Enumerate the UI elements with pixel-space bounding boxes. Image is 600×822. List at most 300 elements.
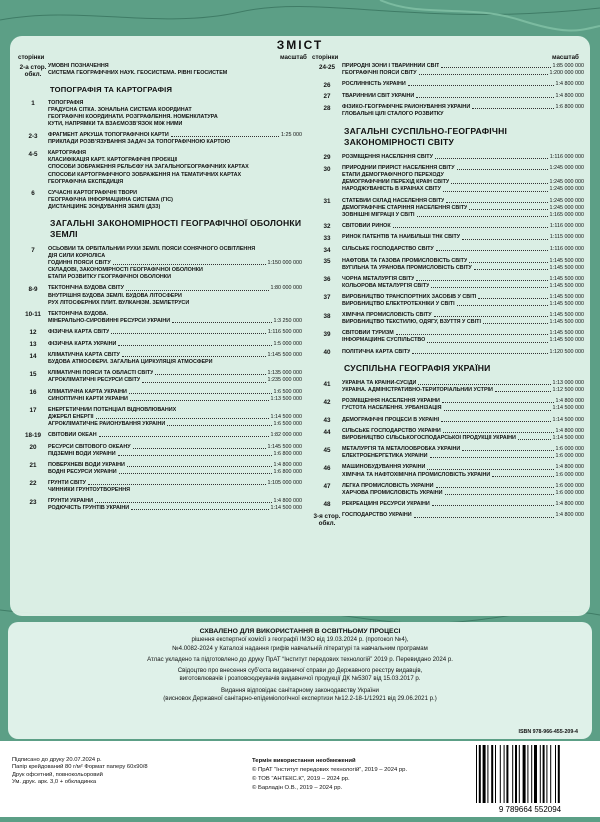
dot-leader xyxy=(130,396,269,401)
dot-leader xyxy=(418,380,550,385)
page-number: 26 xyxy=(323,81,331,89)
approval-block xyxy=(8,622,592,739)
entry-lines xyxy=(342,81,584,89)
page-number: 13 xyxy=(29,341,37,349)
map-scale: 1:6 000 000 xyxy=(555,453,584,460)
map-scale: 1:105 000 000 xyxy=(267,479,302,486)
entry-line xyxy=(342,387,584,394)
map-scale: 1:4 800 000 xyxy=(555,464,584,471)
entry-title: ЧОРНА МЕТАЛУРГІЯ СВІТУ xyxy=(342,275,415,282)
dot-leader xyxy=(518,435,551,440)
toc-entry xyxy=(312,446,584,460)
entry-line xyxy=(342,104,584,111)
entry-title: ГЕОГРАФІЧНІ ПОЯСИ СВІТУ xyxy=(342,70,417,77)
entry-line xyxy=(342,283,584,290)
barcode-bar xyxy=(540,745,541,803)
map-scale: 1:6 000 000 xyxy=(555,489,584,496)
entry-line xyxy=(48,300,302,307)
barcode-bar xyxy=(515,745,517,803)
dot-leader xyxy=(435,154,548,159)
entry-title: ФІЗИЧНА КАРТА УКРАЇНИ xyxy=(48,340,117,347)
map-scale: 1:14 500 000 xyxy=(552,435,584,442)
entry-title: ІНФОРМАЦІЙНЕ СУСПІЛЬСТВО xyxy=(342,337,426,344)
map-scale: 1:200 000 000 xyxy=(549,70,584,77)
toc-entry xyxy=(312,234,584,242)
page-number: 10-11 xyxy=(25,311,41,319)
page-number: 2-а стор. обкл. xyxy=(19,63,47,78)
dot-leader xyxy=(419,70,548,75)
entry-lines xyxy=(48,311,302,325)
approval-text: рішення експертної комісії з географії ІМЗО від 19.03.2024 р. (протокол №4), xyxy=(191,636,409,644)
entry-title: КЛІМАТИЧНІ ПОЯСИ ТА ОБЛАСТІ СВІТУ xyxy=(48,370,154,377)
barcode-bar xyxy=(543,745,545,803)
entry-title: ФІЗИЧНА КАРТА СВІТУ xyxy=(48,328,110,335)
dot-leader xyxy=(111,329,266,334)
entry-title: ЧИННИКИ ҐРУНТОУТВОРЕННЯ xyxy=(48,487,131,494)
page-number: 42 xyxy=(323,398,331,406)
entry-line xyxy=(342,93,584,100)
dot-leader xyxy=(414,512,554,517)
print-detail-line: Ум. друк. арк. 3,0 + обкладинка xyxy=(12,779,97,786)
entry-line xyxy=(342,428,584,435)
section-heading: ТОПОГРАФІЯ ТА КАРТОГРАФІЯ xyxy=(50,84,173,94)
print-details xyxy=(12,757,252,787)
entry-title: ЛЕГКА ПРОМИСЛОВІСТЬ УКРАЇНИ xyxy=(342,482,434,489)
dot-leader xyxy=(99,432,269,437)
entry-line xyxy=(48,63,302,70)
map-scale: 1:145 500 000 xyxy=(267,352,302,359)
page-number: 4-5 xyxy=(28,150,38,158)
map-scale: 1:14 500 000 xyxy=(270,505,302,512)
entry-line xyxy=(48,100,302,107)
dot-leader xyxy=(172,318,271,323)
toc-entry xyxy=(312,294,584,308)
entry-title: СКЛАДОВІ, ЗАКОНОМІРНОСТІ ГЕОГРАФІЧНОЇ ОБОЛОНКИ xyxy=(48,267,203,274)
barcode-bar xyxy=(512,745,513,803)
entry-lines xyxy=(342,104,584,118)
entry-line xyxy=(342,398,584,405)
entry-title: ЕТАПИ ДЕМОГРАФІЧНОГО ПЕРЕХОДУ xyxy=(342,172,444,179)
page-number: 48 xyxy=(323,501,331,509)
entry-title: ДІЯ СИЛИ КОРІОЛІСА xyxy=(48,253,106,260)
entry-title: ПРИРОДНІ ЗОНИ І ТВАРИННИЙ СВІТ xyxy=(342,63,440,69)
toc-entry xyxy=(312,501,584,509)
map-scale: 1:245 000 000 xyxy=(549,165,584,172)
entry-title: ГЕОГРАФІЧНА ЕКСПЕДИЦІЯ xyxy=(48,178,124,185)
entry-line xyxy=(48,267,302,274)
dot-leader xyxy=(462,234,548,239)
dot-leader xyxy=(443,428,554,433)
dot-leader xyxy=(442,398,554,403)
toc-entry xyxy=(312,223,584,231)
map-scale: 1:13 000 000 xyxy=(552,380,584,387)
entry-title: ГОСПОДАРСТВО УКРАЇНИ xyxy=(342,512,412,519)
dot-leader xyxy=(119,469,272,474)
usage-term: Термін використання необмежений xyxy=(252,758,356,764)
entry-line xyxy=(342,154,584,161)
entry-lines xyxy=(48,370,302,384)
entry-line xyxy=(48,190,302,197)
barcode-bar xyxy=(500,745,501,803)
map-scale: 1:245 000 000 xyxy=(549,179,584,186)
toc-entry xyxy=(312,154,584,162)
page-number: 35 xyxy=(323,258,331,266)
entry-title: КЛІМАТИЧНА КАРТА УКРАЇНИ xyxy=(48,388,127,395)
page-number: 12 xyxy=(29,329,37,337)
page-number: 41 xyxy=(323,380,331,388)
dot-leader xyxy=(457,301,548,306)
entry-line xyxy=(48,396,302,403)
toc-entry xyxy=(18,432,302,440)
prepared-text: Атлас укладено та підготовлено до друку ПрАТ “Інститут передових технологій” 2019 р. Перевидано 2024 р. xyxy=(147,655,453,663)
barcode-bar xyxy=(487,745,488,803)
entry-line xyxy=(48,377,302,384)
dot-leader xyxy=(129,389,272,394)
toc-entry xyxy=(18,100,302,128)
section-heading: СУСПІЛЬНА ГЕОГРАФІЯ УКРАЇНИ xyxy=(344,363,491,374)
entry-title: ХІМІЧНА ТА НАФТОХІМІЧНА ПРОМИСЛОВІСТЬ УКРАЇНИ xyxy=(342,471,491,478)
toc-entry xyxy=(18,311,302,325)
barcode-bar xyxy=(550,745,551,803)
entry-lines xyxy=(342,93,584,101)
entry-title: ПОЛІТИЧНА КАРТА СВІТУ xyxy=(342,348,411,355)
toc-entry xyxy=(312,428,584,442)
entry-line xyxy=(342,472,584,479)
entry-title: АГРОКЛІМАТИЧНЕ РАЙОНУВАННЯ УКРАЇНИ xyxy=(48,420,166,427)
map-scale: 1:145 500 000 xyxy=(549,330,584,337)
entry-line xyxy=(342,70,584,77)
entry-title: КУТИ, НАПРЯМКИ ТА ВЗАЄМОЗВ’ЯЗОК МІЖ НИМИ xyxy=(48,120,183,127)
map-scale: 1:116 000 000 xyxy=(549,246,584,252)
entry-lines xyxy=(342,223,584,231)
entry-title: РИНОК ПАТЕНТІВ ТА НАЙБІЛЬШІ ТНК СВІТУ xyxy=(342,234,461,241)
entry-title: СІЛЬСЬКЕ ГОСПОДАРСТВО СВІТУ xyxy=(342,246,434,252)
entry-title: РОДЮЧІСТЬ ҐРУНТІВ УКРАЇНИ xyxy=(48,505,130,512)
entry-title: АГРОКЛІМАТИЧНІ РЕСУРСИ СВІТУ xyxy=(48,377,141,384)
entry-line xyxy=(342,512,584,519)
map-scale: 1:6 000 000 xyxy=(555,482,584,489)
page-number: 47 xyxy=(323,483,331,491)
dot-leader xyxy=(478,294,547,299)
entry-line xyxy=(48,359,302,366)
dot-leader xyxy=(155,370,265,375)
map-scale: 1:116 500 000 xyxy=(267,328,302,335)
map-scale: 1:145 500 000 xyxy=(549,293,584,300)
dot-leader xyxy=(118,341,271,346)
entry-title: СВІТОВИЙ РИНОК xyxy=(342,222,391,229)
entry-title: ВИРОБНИЦТВО ТЕКСТИЛЮ, ОДЯГУ, ВЗУТТЯ У СВІТІ xyxy=(342,319,481,326)
entry-title: ТЕКТОНІЧНА БУДОВА СВІТУ xyxy=(48,285,124,292)
right-scale-header: масштаб xyxy=(552,54,579,61)
entry-title: СУЧАСНІ КАРТОГРАФІЧНІ ТВОРИ xyxy=(48,189,137,196)
page-number: 36 xyxy=(323,276,331,284)
entry-lines xyxy=(342,294,584,308)
entry-title: СПОСОБИ КАРТОГРАФІЧНОГО ЗОБРАЖЕННЯ НА ТЕМАТИЧНИХ КАРТАХ xyxy=(48,171,242,178)
entry-line xyxy=(342,63,584,70)
toc-entry xyxy=(312,349,584,357)
map-scale: 1:145 500 000 xyxy=(549,275,584,282)
barcode-bar xyxy=(476,745,477,803)
entry-line xyxy=(342,349,584,356)
left-pages-header: сторінки xyxy=(18,54,45,61)
toc-entry xyxy=(18,246,302,281)
entry-title: ТВАРИННИЙ СВІТ УКРАЇНИ xyxy=(342,92,415,99)
toc-entry xyxy=(18,285,302,306)
entry-title: ВУГІЛЬНА ТА УРАНОВА ПРОМИСЛОВІСТЬ СВІТУ xyxy=(342,264,472,271)
entry-line xyxy=(48,121,302,128)
entry-line xyxy=(48,150,302,157)
toc-entry xyxy=(18,407,302,428)
map-scale: 1:4 800 000 xyxy=(555,500,584,507)
entry-lines xyxy=(342,198,584,219)
entry-line xyxy=(48,311,302,318)
entry-lines xyxy=(48,462,302,476)
barcode-bar xyxy=(534,745,537,803)
dot-leader xyxy=(469,205,547,210)
map-scale: 1:165 000 000 xyxy=(549,211,584,218)
entry-line xyxy=(48,114,302,121)
contents-panel xyxy=(10,36,590,616)
entry-lines xyxy=(48,100,302,128)
toc-entry xyxy=(18,370,302,384)
entry-title: ҐРУНТИ СВІТУ xyxy=(48,479,86,486)
page-number: 43 xyxy=(323,417,331,424)
dot-leader xyxy=(417,212,548,217)
dot-leader xyxy=(483,319,548,324)
print-detail-line: Папір крейдований 80 г/м² Формат паперу 60х90/8 xyxy=(12,764,148,771)
map-scale: 1:4 800 000 xyxy=(555,398,584,405)
entry-lines xyxy=(48,341,302,349)
entry-title: ХАРЧОВА ПРОМИСЛОВІСТЬ УКРАЇНИ xyxy=(342,489,443,496)
toc-entry xyxy=(312,312,584,326)
barcode-bar xyxy=(506,745,508,803)
page-number: 46 xyxy=(323,464,331,472)
entry-title: ФІЗИКО-ГЕОГРАФІЧНЕ РАЙОНУВАННЯ УКРАЇНИ xyxy=(342,104,471,111)
entry-line xyxy=(48,132,302,139)
map-scale: 1:145 500 000 xyxy=(549,264,584,271)
dot-leader xyxy=(142,377,265,382)
entry-lines xyxy=(48,329,302,337)
entry-lines xyxy=(48,389,302,403)
entry-title: УМОВНІ ПОЗНАЧЕННЯ xyxy=(48,63,109,69)
entry-title: КЛАСИФІКАЦІЯ КАРТ. КАРТОГРАФІЧНІ ПРОЄКЦІЇ xyxy=(48,157,178,164)
page-number: 23 xyxy=(29,498,37,506)
entry-line xyxy=(48,414,302,421)
entry-line xyxy=(342,446,584,453)
entry-title: ЕТАПИ РОЗВИТКУ ГЕОГРАФІЧНОЇ ОБОЛОНКИ xyxy=(48,274,171,281)
map-scale: 1:6 500 000 xyxy=(273,388,302,395)
barcode-bar xyxy=(527,745,528,803)
dot-leader xyxy=(127,462,272,467)
entry-title: МЕТАЛУРГІЯ ТА МЕТАЛООБРОБКА УКРАЇНИ xyxy=(342,446,461,453)
toc-entry xyxy=(312,276,584,290)
page-number: 24-25 xyxy=(318,63,336,71)
entry-line xyxy=(342,337,584,344)
entry-title: ГЕОГРАФІЧНА ІНФОРМАЦІЙНА СИСТЕМА (ГІС) xyxy=(48,196,173,203)
entry-title: РОЗМІЩЕННЯ НАСЕЛЕННЯ СВІТУ xyxy=(342,153,433,160)
map-scale: 1:5 000 000 xyxy=(273,340,302,347)
page-number: 15 xyxy=(29,370,37,378)
map-scale: 1:3 250 000 xyxy=(273,317,302,324)
right-pages-header: сторінки xyxy=(312,54,339,61)
entry-title: ГУСТОТА НАСЕЛЕННЯ. УРБАНІЗАЦІЯ xyxy=(342,405,442,412)
entry-lines xyxy=(48,407,302,428)
entry-title: ДЕМОГРАФІЧНЕ СТАРІННЯ НАСЕЛЕННЯ СВІТУ xyxy=(342,204,468,211)
entry-line xyxy=(48,505,302,512)
entry-lines xyxy=(342,380,584,394)
page-number: 31 xyxy=(323,198,331,206)
dot-leader xyxy=(436,246,548,251)
entry-line xyxy=(342,417,584,424)
barcode-bar xyxy=(523,745,526,803)
entry-title: ПОВЕРХНЕВІ ВОДИ УКРАЇНИ xyxy=(48,461,125,468)
entry-title: УКРАЇНА. АДМІНІСТРАТИВНО-ТЕРИТОРІАЛЬНИЙ УСТРІЙ xyxy=(342,387,493,394)
entry-line xyxy=(48,293,302,300)
entry-line xyxy=(342,276,584,283)
entry-line xyxy=(342,435,584,442)
map-scale: 1:120 500 000 xyxy=(549,348,584,355)
entry-title: ГЕОГРАФІЧНІ КООРДИНАТИ. РОЗГРАФЛЕННЯ. НОМЕНКЛАТУРА xyxy=(48,113,218,120)
map-scale: 1:245 000 000 xyxy=(549,197,584,204)
entry-lines xyxy=(48,285,302,306)
dot-leader xyxy=(88,480,266,485)
entry-title: ГОДИННІ ПОЯСИ СВІТУ xyxy=(48,260,111,267)
entry-line xyxy=(48,407,302,414)
entry-line xyxy=(48,469,302,476)
entry-title: СТАТЕВИЙ СКЛАД НАСЕЛЕННЯ СВІТУ xyxy=(342,197,445,204)
entry-title: КАРТОГРАФІЯ xyxy=(48,150,86,157)
entry-title: ЗОВНІШНІ МІГРАЦІЇ У СВІТІ xyxy=(342,211,415,218)
page-number: 7 xyxy=(31,246,35,254)
map-scale: 1:235 000 000 xyxy=(267,377,302,384)
map-scale: 1:4 800 000 xyxy=(555,81,584,88)
entry-lines xyxy=(342,501,584,509)
barcode-bar xyxy=(495,745,496,803)
toc-entry xyxy=(18,341,302,349)
map-scale: 1:145 500 000 xyxy=(267,443,302,450)
map-scale: 1:80 000 000 xyxy=(270,285,302,292)
left-scale-header: масштаб xyxy=(280,54,307,61)
entry-title: СПОСОБИ ЗОБРАЖЕННЯ РЕЛЬЄФУ НА ЗАГАЛЬНОГЕОГРАФІЧНИХ КАРТАХ xyxy=(48,164,249,171)
map-scale: 1:14 500 000 xyxy=(552,416,584,423)
copyright-line: © ПрАТ “Інститут передових технологій”, 2019 – 2024 рр. xyxy=(252,767,408,773)
entry-line xyxy=(342,172,584,179)
toc-entry xyxy=(312,198,584,219)
entry-title: ДЕМОГРАФІЧНІ ПРОЦЕСИ В УКРАЇНІ xyxy=(342,416,440,423)
entry-title: ВНУТРІШНЯ БУДОВА ЗЕМЛІ. БУДОВА ЛІТОСФЕРИ xyxy=(48,292,182,299)
toc-entry xyxy=(18,480,302,494)
entry-title: РЕКРЕАЦІЙНІ РЕСУРСИ УКРАЇНИ xyxy=(342,500,430,507)
entry-lines xyxy=(342,417,584,425)
entry-line xyxy=(342,165,584,172)
entry-title: ХІМІЧНА ПРОМИСЛОВІСТЬ СВІТУ xyxy=(342,312,432,319)
sanitary-text: (висновок Державної санітарно-епідеміологічної експертизи №12.2-18-1/12921 від 29.06.2021 р.) xyxy=(163,695,437,703)
copyright-line: © ТОВ “АНТЕКС.К”, 2019 – 2024 рр. xyxy=(252,776,350,782)
map-scale: 1:116 000 000 xyxy=(549,153,584,160)
map-scale: 1:4 800 000 xyxy=(555,512,584,519)
entry-title: СИСТЕМА ГЕОГРАФІЧНИХ НАУК. ГЕОСИСТЕМА. РІВНІ ГЕОСИСТЕМ xyxy=(48,70,228,77)
toc-entry xyxy=(312,330,584,344)
dot-leader xyxy=(441,417,550,422)
entry-lines xyxy=(342,154,584,162)
map-scale: 1:145 500 000 xyxy=(549,312,584,319)
entry-title: КЛІМАТИЧНА КАРТА СВІТУ xyxy=(48,352,120,359)
entry-lines xyxy=(342,349,584,357)
entry-title: РОСЛИННІСТЬ УКРАЇНИ xyxy=(342,81,406,88)
toc-entry xyxy=(312,380,584,394)
entry-line xyxy=(48,498,302,505)
toc-entry xyxy=(312,104,584,118)
barcode-bar xyxy=(479,745,481,803)
toc-entry xyxy=(312,464,584,478)
entry-title: ТЕКТОНІЧНА БУДОВА. xyxy=(48,310,108,317)
entry-line xyxy=(48,444,302,451)
entry-lines xyxy=(342,464,584,478)
entry-title: ВИРОБНИЦТВО ЕЛЕКТРОТЕХНІКИ У СВІТІ xyxy=(342,301,455,308)
entry-title: ФРАГМЕНТ АРКУША ТОПОГРАФІЧНОЇ КАРТИ xyxy=(48,132,169,139)
page-number: 32 xyxy=(323,223,331,231)
section-heading: ЗАГАЛЬНІ СУСПІЛЬНО-ГЕОГРАФІЧНІ ЗАКОНОМІРНОСТІ СВІТУ xyxy=(344,125,508,147)
barcode-bar xyxy=(483,745,486,803)
page-number: 33 xyxy=(323,234,331,242)
dot-leader xyxy=(96,414,269,419)
dot-leader xyxy=(427,337,547,342)
entry-line xyxy=(48,246,302,253)
entry-line xyxy=(48,329,302,336)
toc-entry xyxy=(312,483,584,497)
dot-leader xyxy=(446,198,547,203)
dot-leader xyxy=(462,446,553,451)
map-scale: 1:6 800 000 xyxy=(273,468,302,475)
entry-title: НАРОДЖУВАНІСТЬ В КРАЇНАХ СВІТУ xyxy=(342,186,441,193)
dot-leader xyxy=(167,421,271,426)
entry-title: СИНОПТИЧНІ КАРТИ УКРАЇНИ xyxy=(48,395,128,402)
page-number: 16 xyxy=(29,389,37,396)
entry-title: ГЛОБАЛЬНІ ЦІЛІ СТАЛОГО РОЗВИТКУ xyxy=(342,111,444,118)
entry-lines xyxy=(48,190,302,211)
entry-lines xyxy=(342,165,584,193)
entry-title: НАФТОВА ТА ГАЗОВА ПРОМИСЛОВІСТЬ СВІТУ xyxy=(342,257,468,264)
map-scale: 1:116 000 000 xyxy=(549,222,584,229)
toc-entry xyxy=(18,462,302,476)
entry-line xyxy=(48,260,302,267)
entry-line xyxy=(48,389,302,396)
dot-leader xyxy=(492,472,553,477)
entry-lines xyxy=(48,150,302,185)
page-number: 30 xyxy=(323,165,331,173)
map-scale: 1:6 000 000 xyxy=(555,471,584,478)
page-number: 20 xyxy=(29,444,37,452)
toc-entry xyxy=(18,389,302,403)
toc-entry xyxy=(312,63,584,77)
entry-title: ПРИРОДНИЙ ПРИРІСТ НАСЕЛЕННЯ СВІТУ xyxy=(342,165,455,172)
toc-entry xyxy=(312,246,584,254)
dot-leader xyxy=(118,451,272,456)
map-scale: 1:4 800 000 xyxy=(555,428,584,435)
page-number: 27 xyxy=(323,93,331,101)
toc-entry xyxy=(312,512,584,527)
barcode xyxy=(468,741,592,817)
toc-entry xyxy=(312,93,584,101)
toc-entry xyxy=(18,190,302,211)
entry-line xyxy=(48,285,302,292)
map-scale: 1:6 800 000 xyxy=(273,450,302,457)
entry-line xyxy=(48,274,302,281)
dot-leader xyxy=(457,165,548,170)
entry-line xyxy=(342,186,584,193)
dot-leader xyxy=(126,285,269,290)
entry-line xyxy=(48,70,302,77)
